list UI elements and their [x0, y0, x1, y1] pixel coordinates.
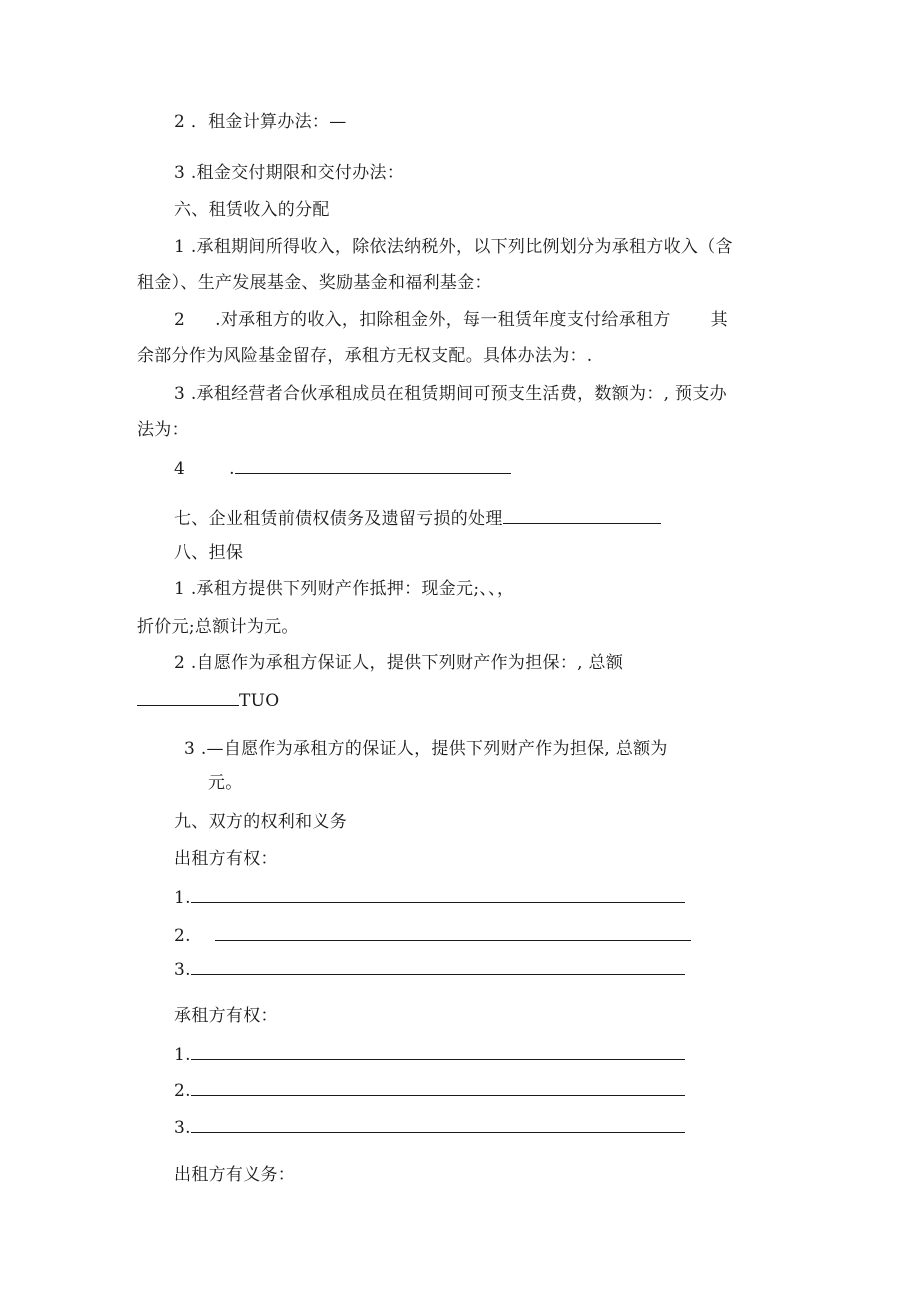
lessor-rights-heading	[174, 848, 278, 870]
guarantor-line	[174, 652, 623, 674]
living-expense-line	[174, 383, 727, 405]
item-number: 2	[174, 310, 186, 330]
blank-field[interactable]	[235, 457, 511, 474]
item-number: 1.	[174, 888, 191, 908]
income-allocation-line-cont	[137, 272, 492, 294]
section-7-heading	[174, 507, 661, 530]
blank-field[interactable]	[191, 1079, 685, 1096]
text: 出租方有义务：	[174, 1165, 296, 1185]
text: 余部分作为风险基金留存，承租方无权支配。具体办法为：.	[137, 346, 593, 366]
text: 六、租赁收入的分配	[174, 200, 330, 220]
item-number: 3.	[174, 960, 191, 980]
text: 法为：	[137, 420, 189, 440]
text: 出租方有权：	[174, 849, 278, 869]
blank-field[interactable]	[503, 507, 661, 524]
second-guarantor-line	[184, 738, 668, 760]
text: 2 .自愿作为承租方保证人，提供下列财产作为担保：, 总额	[174, 653, 624, 673]
lessee-income-line	[174, 309, 728, 331]
lessee-right-2	[174, 1079, 685, 1102]
text: 承租方有权：	[174, 1006, 278, 1026]
text: 八、担保	[174, 543, 244, 563]
income-allocation-line	[174, 236, 733, 258]
text: 元。	[208, 773, 243, 793]
blank-field[interactable]	[191, 958, 685, 975]
blank-field[interactable]	[215, 924, 691, 941]
text: 3 .承租经营者合伙承租成员在租赁期间可预支生活费，数额为：, 预支办	[174, 384, 727, 404]
lessor-right-3	[174, 958, 685, 981]
item-4-line	[174, 457, 511, 480]
text: 七、企业租赁前债权债务及遗留亏损的处理	[174, 509, 503, 529]
lessee-income-line-cont	[137, 345, 593, 367]
section-9-heading	[174, 811, 347, 833]
text: 租金）、生产发展基金、奖励基金和福利基金：	[137, 273, 492, 293]
item-number: 2.	[174, 926, 191, 946]
text: 折价元;总额计为元。	[137, 617, 299, 637]
item-number: 2.	[174, 1081, 191, 1101]
blank-field[interactable]	[191, 1043, 685, 1060]
blank-field[interactable]	[191, 1116, 685, 1133]
item-number: 1.	[174, 1045, 191, 1065]
text: 3 .租金交付期限和交付办法：	[174, 163, 405, 183]
lessee-right-1	[174, 1043, 685, 1066]
collateral-line-cont	[137, 616, 299, 638]
lessee-rights-heading	[174, 1005, 278, 1027]
text: 1 .承租方提供下列财产作抵押：现金元;、、，	[174, 579, 515, 599]
text: 1 .承租期间所得收入，除依法纳税外，以下列比例划分为承租方收入（含	[174, 237, 733, 257]
lessor-obligations-heading	[174, 1164, 295, 1186]
section-6-heading	[174, 199, 330, 221]
item-number: 3.	[174, 1118, 191, 1138]
rent-calculation-line	[174, 111, 347, 133]
text: TUO	[239, 691, 280, 711]
rent-payment-line	[174, 162, 404, 184]
text: 2 ．租金计算办法：—	[174, 112, 347, 132]
blank-field[interactable]	[191, 886, 685, 903]
lessor-right-2	[174, 924, 691, 947]
blank-field[interactable]	[137, 689, 239, 706]
living-expense-line-cont	[137, 419, 189, 441]
text: 3 .—自愿作为承租方的保证人，提供下列财产作为担保, 总额为	[184, 739, 668, 759]
section-8-heading	[174, 542, 243, 564]
text: .对承租方的收入，扣除租金外，每一租赁年度支付给承租方	[215, 310, 671, 330]
text: 其	[710, 310, 728, 330]
text: 九、双方的权利和义务	[174, 812, 347, 832]
second-guarantor-line-cont	[208, 772, 243, 794]
text: .	[229, 459, 235, 479]
lessee-right-3	[174, 1116, 685, 1139]
lessor-right-1	[174, 886, 685, 909]
guarantor-line-cont	[137, 689, 280, 712]
item-number: 4	[174, 459, 186, 479]
collateral-line	[174, 578, 514, 600]
